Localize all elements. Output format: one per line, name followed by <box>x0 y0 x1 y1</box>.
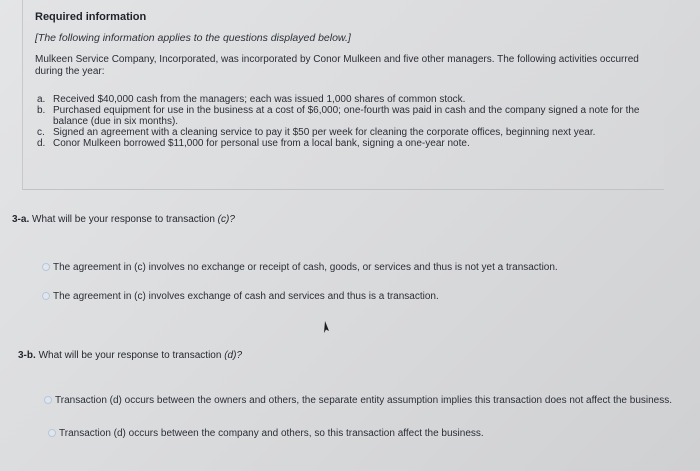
activity-letter: a. <box>37 94 46 105</box>
question-3b-text: What will be your response to transaction <box>38 350 222 361</box>
activity-c <box>35 127 650 138</box>
option-3b-1[interactable] <box>44 395 674 407</box>
company-intro: Mulkeen Service Company, Incorporated, was incorporated by Conor Mulkeen and five other managers. The following activities occurred during the year: <box>35 54 639 77</box>
question-3a-ref: (c)? <box>217 214 235 225</box>
question-3a-label: 3-a. <box>12 214 30 225</box>
activity-text: Conor Mulkeen borrowed $11,000 for personal use from a local bank, signing a one-year note. <box>53 138 470 149</box>
activity-letter: b. <box>37 105 46 116</box>
activity-text: Signed an agreement with a cleaning service to pay it $50 per week for cleaning the corporate offices, beginning next year. <box>53 127 596 138</box>
option-3b-2-text: Transaction (d) occurs between the company and others, so this transaction affect the business. <box>59 428 484 439</box>
question-3a <box>12 214 235 225</box>
mouse-cursor-icon <box>319 320 333 334</box>
info-note: [The following information applies to the questions displayed below.] <box>35 32 351 44</box>
question-3b-ref: (d)? <box>224 350 243 361</box>
activity-letter: d. <box>37 138 46 149</box>
option-3a-2-text: The agreement in (c) involves exchange of cash and services and thus is a transaction. <box>53 291 439 302</box>
option-3b-1-text: Transaction (d) occurs between the owners and others, the separate entity assumption implies this transaction does not affect the business. <box>55 395 673 406</box>
radio-button[interactable] <box>42 263 50 271</box>
option-3a-1[interactable] <box>42 262 662 274</box>
required-information-title: Required information <box>35 11 147 23</box>
required-information-panel <box>22 0 664 190</box>
activity-d <box>35 138 650 149</box>
option-3b-2[interactable] <box>48 428 668 440</box>
radio-button[interactable] <box>48 429 56 437</box>
question-3a-text: What will be your response to transaction <box>32 214 215 225</box>
option-3a-1-text: The agreement in (c) involves no exchange or receipt of cash, goods, or services and thus is not yet a transaction. <box>53 262 558 273</box>
activity-b <box>35 105 650 127</box>
activity-a <box>35 94 650 105</box>
question-3b <box>18 350 242 361</box>
option-3a-2[interactable] <box>42 291 662 303</box>
question-3b-label: 3-b. <box>18 350 36 361</box>
activity-text: Received $40,000 cash from the managers; each was issued 1,000 shares of common stock. <box>53 94 466 105</box>
activity-text: Purchased equipment for use in the business at a cost of $6,000; one-fourth was paid in cash and the company signed a note for the balance (due in six months). <box>53 105 640 127</box>
radio-button[interactable] <box>42 292 50 300</box>
radio-button[interactable] <box>44 396 52 404</box>
activity-letter: c. <box>37 127 45 138</box>
activities-list <box>35 94 650 149</box>
